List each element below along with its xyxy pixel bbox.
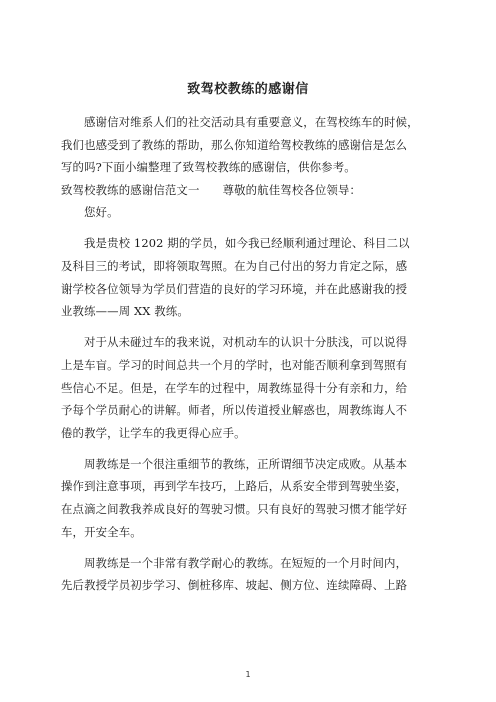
text-line: 先后教授学员初步学习、倒桩移库、坡起、侧方位、连续障碍、上路 xyxy=(61,578,408,593)
text-line: 感谢信对维系人们的社交活动具有重要意义，在驾校练车的时候， xyxy=(84,115,419,129)
text-line: 周教练是一个非常有教学耐心的教练。在短短的一个月时间内， xyxy=(84,555,408,570)
text-line: 予每个学员耐心的讲解。师者，所以传道授业解惑也，周教练诲人不 xyxy=(61,403,408,418)
text-line: 在点滴之间教我养成良好的驾驶习惯。只有良好的驾驶习惯才能学好 xyxy=(61,502,408,516)
text-line: 写的吗?下面小编整理了致驾校教练的感谢信，供你参考。 xyxy=(61,160,356,175)
text-line: 致驾校教练的感谢信范文一 尊敬的航佳驾校各位领导： xyxy=(61,182,362,197)
text-line: 对于从未碰过车的我来说，对机动车的认识十分肤浅，可以说得 xyxy=(84,335,408,350)
document-title: 致驾校教练的感谢信 xyxy=(187,82,309,97)
text-line: 我是贵校 1202 期的学员，如今我已经顺利通过理论、科目二以 xyxy=(84,236,410,251)
text-line: 车，开安全车。 xyxy=(61,524,142,539)
text-line: 及科目三的考试，即将领取驾照。在为自己付出的努力肯定之际，感 xyxy=(61,259,408,274)
text-line: 我们也感受到了教练的帮助，那么你知道给驾校教练的感谢信是怎么 xyxy=(61,137,408,152)
text-line: 业教练——周 XX 教练。 xyxy=(61,304,189,319)
text-line: 些信心不足。但是，在学车的过程中，周教练显得十分有亲和力，给 xyxy=(61,380,408,395)
text-line: 倦的教学，让学车的我更得心应手。 xyxy=(61,425,246,440)
text-line: 谢学校各位领导为学员们营造的良好的学习环境，并在此感谢我的授 xyxy=(61,281,408,296)
text-line: 上是车盲。学习的时间总共一个月的学时，也对能否顺利拿到驾照有 xyxy=(61,357,408,372)
text-line: 操作到注意事项，再到学车技巧，上路后，从系安全带到驾驶坐姿， xyxy=(61,479,408,494)
text-line: 您好。 xyxy=(84,205,119,220)
document-body xyxy=(61,111,436,597)
text-line: 周教练是一个很注重细节的教练，正所谓细节决定成败。从基本 xyxy=(84,456,408,471)
page-number: 1 xyxy=(245,670,251,679)
